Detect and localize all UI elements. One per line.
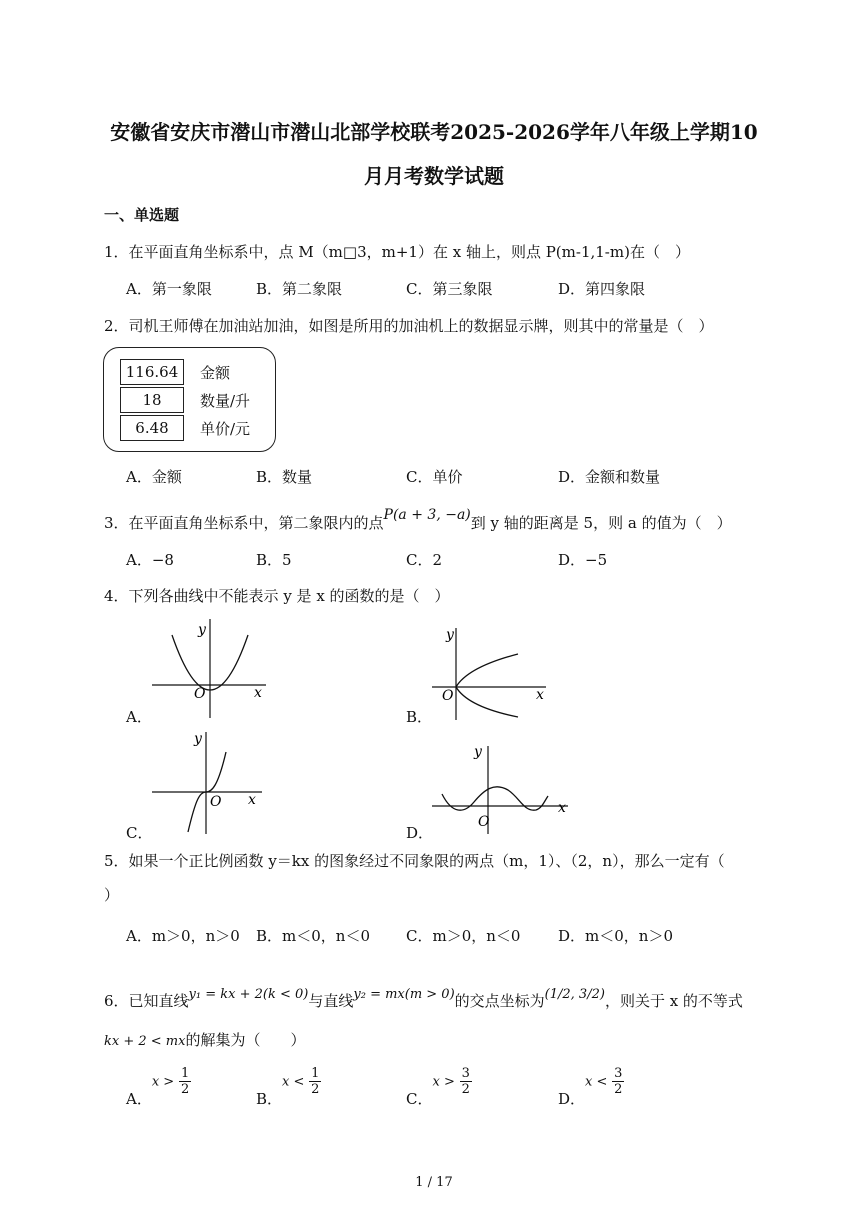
q6-option-d-fraction <box>612 1066 624 1097</box>
q6-option-c-fraction <box>460 1066 472 1097</box>
graph-d-wave <box>428 742 578 836</box>
q5-option-b: B．m＜0，n＜0 <box>256 927 370 945</box>
amount-value: 116.64 <box>120 359 184 385</box>
question-1-stem: 1．在平面直角坐标系中，点 M（m□3，m+1）在 x 轴上，则点 P(m-1,1-m)在（ ） <box>104 243 690 261</box>
section-heading: 一、单选题 <box>104 206 180 224</box>
unit-price-label: 单价/元 <box>200 420 251 438</box>
q6-stem-part5: 的解集为（ ） <box>185 1031 306 1049</box>
q3-option-a: A．−8 <box>126 551 174 569</box>
q3-option-b: B．5 <box>256 551 292 569</box>
graph-c-y-label: y <box>194 731 202 747</box>
q6-option-a-expr: x > <box>151 1074 175 1090</box>
q1-option-a: A．第一象限 <box>126 280 212 298</box>
q6-option-a-denominator: 2 <box>180 1082 190 1097</box>
quantity-value: 18 <box>120 387 184 413</box>
page-number: 1 / 17 <box>415 1175 453 1190</box>
q6-line2-expr: y₂ = mx(m > 0) <box>353 987 455 1002</box>
graph-a-x-label: x <box>254 685 262 701</box>
q6-option-b-numerator: 1 <box>311 1066 320 1081</box>
q6-option-b-denominator: 2 <box>311 1082 320 1097</box>
q6-inequality-expr: kx + 2 < mx <box>104 1034 186 1049</box>
q3-option-d: D．−5 <box>558 551 608 569</box>
q6-option-a <box>126 1066 191 1108</box>
q6-option-d-label: D． <box>558 1089 586 1108</box>
page-title-line2: 月月考数学试题 <box>364 164 504 188</box>
q5-option-a: A．m＞0，n＞0 <box>126 927 240 945</box>
q1-option-d: D．第四象限 <box>558 280 646 298</box>
question-5-stem-line2: ） <box>104 886 120 904</box>
graph-a-y-label: y <box>198 622 206 638</box>
q2-option-d: D．金额和数量 <box>558 468 661 486</box>
graph-a-origin-label: O <box>194 686 206 702</box>
question-2-stem: 2．司机王师傅在加油站加油，如图是所用的加油机上的数据显示牌，则其中的常量是（ ） <box>104 317 714 335</box>
q6-option-d <box>558 1066 624 1108</box>
unit-price-value: 6.48 <box>120 415 184 441</box>
graph-b-x-label: x <box>536 687 544 703</box>
q6-stem-part1: 6．已知直线 <box>104 992 189 1010</box>
question-6-stem-line2 <box>104 1029 305 1050</box>
q6-stem-part4: ，则关于 x 的不等式 <box>604 992 743 1010</box>
page-title-line1: 安徽省安庆市潜山市潜山北部学校联考2025-2026学年八年级上学期10 <box>110 120 758 144</box>
graph-b-y-label: y <box>446 627 454 643</box>
q6-option-a-numerator: 1 <box>180 1066 190 1081</box>
q4-option-c: C． <box>126 824 153 842</box>
q6-line1-expr: y₁ = kx + 2(k < 0) <box>188 987 309 1002</box>
q1-option-b: B．第二象限 <box>256 280 343 298</box>
q6-option-b <box>256 1066 321 1108</box>
q3-stem-part2: 到 y 轴的距离是 5，则 a 的值为（ ） <box>470 514 732 532</box>
q6-option-c-numerator: 3 <box>461 1066 470 1081</box>
q3-point-expr: P(a + 3, −a) <box>383 507 471 523</box>
graph-d-y-label: y <box>474 744 482 760</box>
q6-point-expr: (1/2, 3/2) <box>544 987 605 1002</box>
q6-option-b-fraction <box>309 1066 321 1097</box>
q2-option-a: A．金额 <box>126 468 182 486</box>
q2-option-b: B．数量 <box>256 468 313 486</box>
q3-option-c: C．2 <box>406 551 443 569</box>
q3-stem-part1: 3．在平面直角坐标系中，第二象限内的点 <box>104 514 384 532</box>
question-4-stem: 4．下列各曲线中不能表示 y 是 x 的函数的是（ ） <box>104 587 450 605</box>
q4-option-b: B． <box>406 708 433 726</box>
q1-option-c: C．第三象限 <box>406 280 493 298</box>
graph-c-x-label: x <box>248 792 256 808</box>
q6-option-b-expr: x < <box>282 1074 305 1090</box>
q6-option-c-denominator: 2 <box>461 1082 470 1097</box>
q6-option-c-expr: x > <box>432 1074 455 1090</box>
q6-option-c-label: C． <box>406 1089 433 1108</box>
graph-a-parabola <box>148 615 272 720</box>
graph-b-origin-label: O <box>442 688 454 704</box>
graph-c-cubic <box>148 728 272 836</box>
question-6-stem <box>104 987 743 1011</box>
q6-option-d-denominator: 2 <box>614 1082 623 1097</box>
graph-d-origin-label: O <box>478 814 490 830</box>
q5-option-c: C．m＞0，n＜0 <box>406 927 521 945</box>
q5-option-d: D．m＜0，n＞0 <box>558 927 673 945</box>
q2-option-c: C．单价 <box>406 468 463 486</box>
q6-stem-part2: 与直线 <box>308 992 354 1010</box>
q6-option-d-numerator: 3 <box>614 1066 623 1081</box>
graph-c-origin-label: O <box>210 794 222 810</box>
q6-option-d-expr: x < <box>585 1074 608 1090</box>
q6-option-a-fraction <box>179 1066 191 1097</box>
amount-label: 金额 <box>200 364 231 382</box>
fuel-pump-display <box>103 347 276 452</box>
q4-option-a: A． <box>126 708 152 726</box>
q6-option-c <box>406 1066 472 1108</box>
q6-option-a-label: A． <box>126 1089 152 1108</box>
question-3-stem <box>104 507 732 533</box>
q4-option-d: D． <box>406 824 434 842</box>
q6-stem-part3: 的交点坐标为 <box>454 992 545 1010</box>
q6-option-b-label: B． <box>256 1089 283 1108</box>
graph-b-sideways-parabola <box>428 622 552 722</box>
graph-d-x-label: x <box>558 800 566 816</box>
question-5-stem-line1: 5．如果一个正比例函数 y＝kx 的图象经过不同象限的两点（m，1）、（2，n），那么一定有（ <box>104 852 725 870</box>
quantity-label: 数量/升 <box>200 392 251 410</box>
